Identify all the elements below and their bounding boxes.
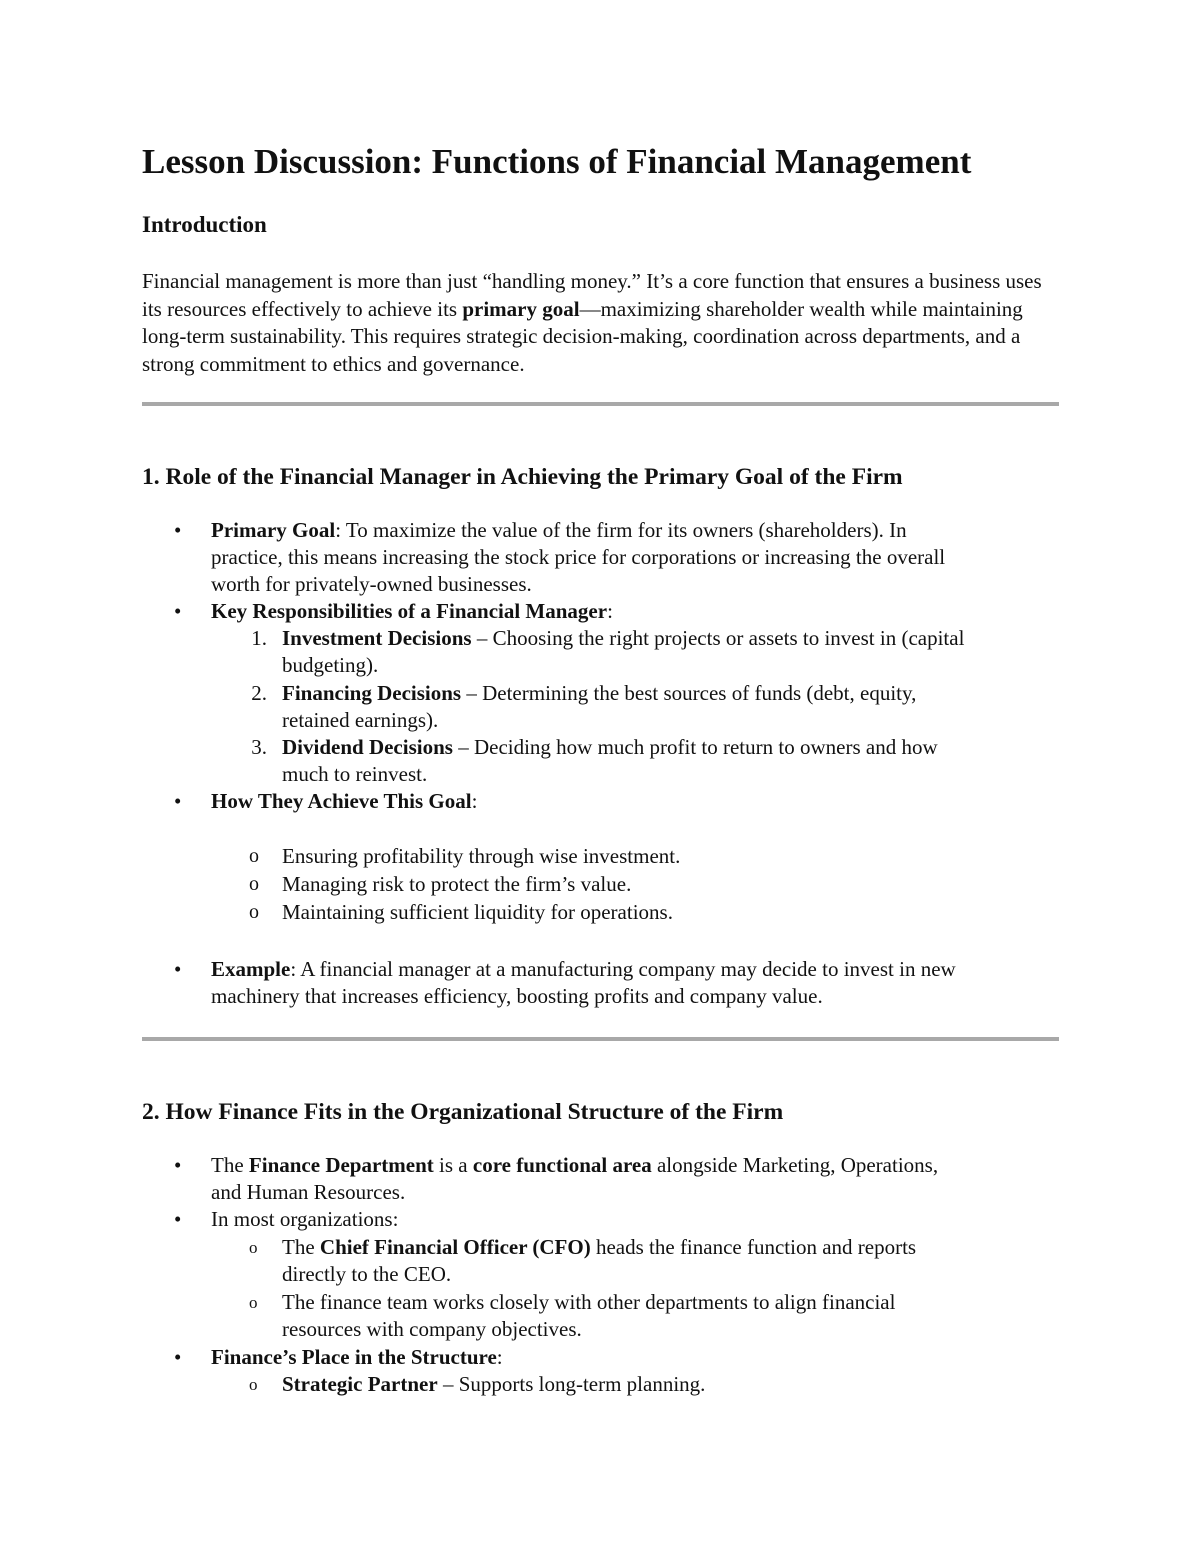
cfo-line-2: directly to the CEO.: [282, 1262, 452, 1286]
cfo-line-1: The Chief Financial Officer (CFO) heads the finance function and reports: [282, 1235, 917, 1259]
finance-department-line-1: The Finance Department is a core functional area alongside Marketing, Operations,: [211, 1153, 939, 1177]
divider: [142, 402, 1059, 406]
bullet-icon: •: [174, 957, 182, 981]
list-number: 3.: [251, 735, 267, 759]
circle-bullet-icon: o: [249, 845, 259, 867]
finance-department-line-2: and Human Resources.: [211, 1180, 406, 1204]
divider: [142, 1037, 1059, 1041]
most-organizations: In most organizations:: [211, 1207, 399, 1231]
bullet-icon: •: [174, 1207, 182, 1231]
bullet-icon: •: [174, 1345, 182, 1369]
list-item: Ensuring profitability through wise investment.: [282, 844, 681, 868]
example-line-1: Example: A financial manager at a manufacturing company may decide to invest in new: [211, 957, 956, 981]
section-2-heading: 2. How Finance Fits in the Organizational Structure of the Firm: [142, 1099, 784, 1125]
circle-bullet-icon: o: [249, 901, 259, 923]
dividend-decisions-line-1: Dividend Decisions – Deciding how much profit to return to owners and how: [282, 735, 938, 759]
primary-goal-line-3: worth for privately-owned businesses.: [211, 572, 532, 596]
bullet-icon: •: [174, 789, 182, 813]
section-1-heading: 1. Role of the Financial Manager in Achieving the Primary Goal of the Firm: [142, 464, 903, 490]
intro-paragraph: Financial management is more than just “handling money.” It’s a core function that ensures a business uses its resources effectively to achieve its primary goal—maximizing shareholder wealth while maintaining long-term sustainability. This requires strategic decision-making, coordination across departments, and a strong commitment to ethics and governance.: [142, 269, 1042, 376]
circle-bullet-icon: o: [249, 1238, 258, 1257]
bullet-icon: •: [174, 599, 182, 623]
primary-goal-line-2: practice, this means increasing the stock price for corporations or increasing the overall: [211, 545, 946, 569]
circle-bullet-icon: o: [249, 1293, 258, 1312]
list-item: Managing risk to protect the firm’s value.: [282, 872, 632, 896]
intro-heading: Introduction: [142, 212, 267, 237]
list-item: Maintaining sufficient liquidity for operations.: [282, 900, 673, 924]
key-responsibilities: Key Responsibilities of a Financial Manager:: [211, 599, 613, 623]
page-title: Lesson Discussion: Functions of Financial Management: [142, 142, 972, 181]
dividend-decisions-line-2: much to reinvest.: [282, 762, 428, 786]
financing-decisions-line-1: Financing Decisions – Determining the best sources of funds (debt, equity,: [282, 681, 917, 705]
primary-goal-line-1: Primary Goal: To maximize the value of the firm for its owners (shareholders). In: [211, 518, 907, 542]
financing-decisions-line-2: retained earnings).: [282, 708, 439, 732]
finance-team-line-2: resources with company objectives.: [282, 1317, 582, 1341]
finance-place: Finance’s Place in the Structure:: [211, 1345, 503, 1369]
bullet-icon: •: [174, 518, 182, 542]
example-line-2: machinery that increases efficiency, boosting profits and company value.: [211, 984, 823, 1008]
list-number: 1.: [251, 626, 267, 650]
strategic-partner: Strategic Partner – Supports long-term planning.: [282, 1372, 706, 1396]
bullet-icon: •: [174, 1153, 182, 1177]
list-number: 2.: [251, 681, 267, 705]
how-they-achieve: How They Achieve This Goal:: [211, 789, 478, 813]
primary-goal-emphasis: primary goal: [462, 296, 580, 321]
circle-bullet-icon: o: [249, 1375, 258, 1394]
finance-team-line-1: The finance team works closely with other departments to align financial: [282, 1290, 896, 1314]
investment-decisions-line-2: budgeting).: [282, 653, 379, 677]
investment-decisions-line-1: Investment Decisions – Choosing the right projects or assets to invest in (capital: [282, 626, 965, 650]
circle-bullet-icon: o: [249, 873, 259, 895]
